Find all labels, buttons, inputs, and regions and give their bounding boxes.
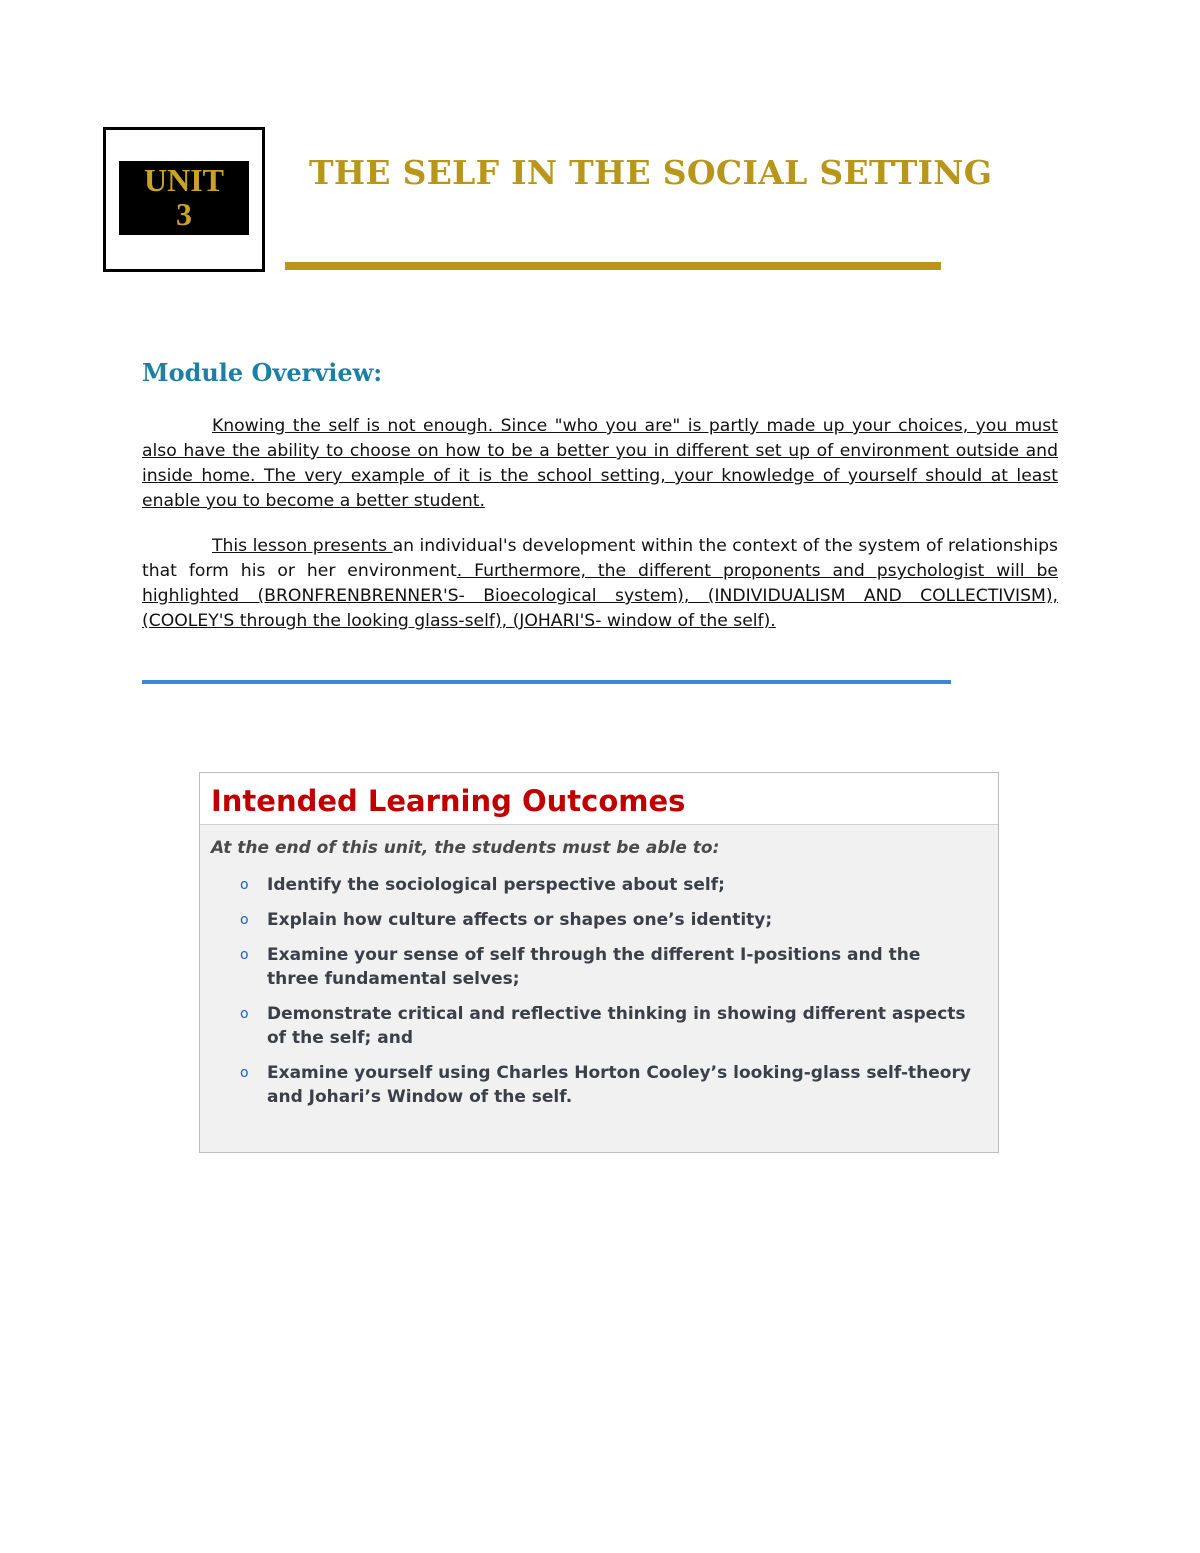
list-item	[240, 873, 975, 897]
bullet-icon: o	[240, 877, 249, 893]
overview-paragraph-1-text: Knowing the self is not enough. Since "who you are" is partly made up your choices, you must also have the ability to choose on how to be a better you in different set up of environment outside and inside home. The very example of it is the school setting, your knowledge of yourself should at least enable you to become a better student.	[142, 416, 1058, 511]
overview-paragraph-2-body: an individual's development within the context of the system of relationships that form his or her environment	[142, 536, 1059, 581]
bullet-icon: o	[240, 1065, 249, 1081]
unit-box	[103, 127, 265, 272]
module-overview-heading: Module Overview:	[142, 358, 383, 387]
learning-outcomes-intro: At the end of this unit, the students must be able to:	[211, 838, 720, 858]
learning-outcomes-header	[200, 773, 998, 825]
section-divider	[142, 680, 951, 684]
learning-outcomes-heading: Intended Learning Outcomes	[211, 784, 686, 818]
bullet-icon: o	[240, 947, 249, 963]
list-item-text: Demonstrate critical and reflective thinking in showing different aspects of the self; and	[267, 1004, 966, 1048]
overview-paragraph-2	[142, 534, 1058, 634]
overview-paragraph-1	[142, 414, 1058, 514]
bullet-icon: o	[240, 1006, 249, 1022]
list-item	[240, 943, 975, 991]
page-title: THE SELF IN THE SOCIAL SETTING	[309, 153, 993, 192]
list-item	[240, 908, 975, 932]
unit-badge	[119, 161, 249, 235]
learning-outcomes-list	[240, 873, 975, 1120]
overview-paragraph-2-tail: . Furthermore, the different proponents and psychologist will be highlighted (BRONFRENBRENNER'S- Bioecological system), (INDIVIDUALISM AND COLLECTIVISM), (COOLEY'S through the looking glass-self), (JOHARI'S- window of the self).	[142, 561, 1058, 631]
list-item	[240, 1002, 975, 1050]
list-item-text: Identify the sociological perspective about self;	[267, 875, 725, 895]
title-underline-rule	[285, 262, 941, 270]
list-item-text: Examine your sense of self through the different I-positions and the three fundamental selves;	[267, 945, 921, 989]
list-item-text: Explain how culture affects or shapes one’s identity;	[267, 910, 773, 930]
overview-paragraph-2-lead: This lesson presents	[212, 536, 393, 556]
unit-badge-label: UNIT	[143, 162, 224, 198]
list-item-text: Examine yourself using Charles Horton Cooley’s looking-glass self-theory and Johari’s Window of the self.	[267, 1063, 971, 1107]
list-item	[240, 1061, 975, 1109]
unit-badge-number: 3	[176, 196, 192, 232]
learning-outcomes-box	[199, 772, 999, 1153]
bullet-icon: o	[240, 912, 249, 928]
